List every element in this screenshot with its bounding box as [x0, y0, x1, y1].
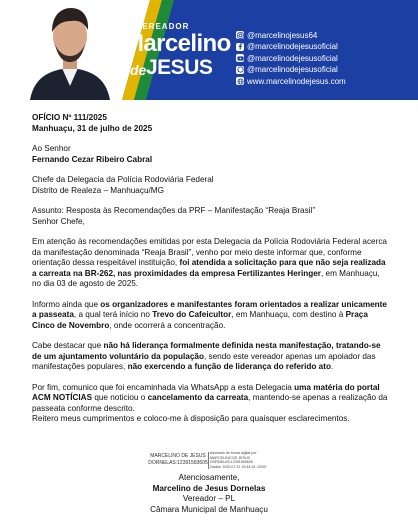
- p1-text-c: , em Manhuaçu, no dia 03 de agosto de 2025.: [32, 268, 380, 288]
- signature-divider: [208, 452, 209, 469]
- p2-text-c: , a qual terá início no: [73, 310, 153, 319]
- paragraph-3: [32, 341, 390, 373]
- signature-right-line1: Assinado de forma digital por: [210, 451, 257, 455]
- paragraph-1: [32, 237, 390, 290]
- brand-logo: [124, 18, 234, 88]
- p2-text-e: , em Manhuaçu, com destino à: [231, 310, 346, 319]
- social-links: [236, 30, 412, 88]
- social-youtube-text: @marcelinodejesusoficial: [247, 53, 338, 63]
- recipient-name: Fernando Cezar Ribeiro Cabral: [32, 154, 153, 164]
- signature-stamp-right: [210, 451, 272, 469]
- signature-stamp-left: [148, 453, 208, 467]
- brand-name-first: Marcelino: [124, 30, 231, 57]
- p2-text-g: , onde ocorrerá a concentração.: [109, 320, 226, 330]
- signature-right-line4: Dados: 2025.07.31 19:44:15 -03'00': [210, 464, 267, 469]
- recipient-dept-line1: Chefe da Delegacia da Polícia Rodoviária Federal: [32, 175, 214, 184]
- facebook-icon: [236, 43, 244, 51]
- closing-farewell: Atenciosamente,: [178, 473, 240, 482]
- p4-text-bold-2: cancelamento da carreata: [147, 393, 249, 402]
- letter-greeting: Senhor Chefe,: [32, 216, 85, 226]
- p1-text-bold: foi atendida a solicitação para que não seja realizada a carreata na BR-262, nas proximidades da empresa Fertilizantes Heringer: [32, 258, 386, 278]
- signer-role: Vereador – PL: [182, 494, 236, 503]
- letter-body: [32, 113, 390, 425]
- councilor-photo: [26, 0, 114, 100]
- signer-name: Marcelino de Jesus Dornelas: [152, 483, 266, 493]
- signature-right-line3: DORNELAS:12391583605: [210, 460, 253, 465]
- paragraph-2: [32, 300, 390, 332]
- youtube-icon: [236, 54, 244, 62]
- instagram-icon: [236, 31, 244, 39]
- social-whatsapp-text: @marcelinodejesusoficial: [247, 65, 338, 74]
- social-row-youtube[interactable]: [236, 53, 412, 63]
- recipient-dept-line2: Distrito de Realeza – Manhuaçu/MG: [32, 185, 164, 195]
- web-icon: [236, 77, 244, 85]
- social-row-web[interactable]: [236, 76, 412, 86]
- letterhead-banner: [0, 0, 418, 100]
- p4-text-a: Por fim, comunico que foi encaminhada via WhatsApp a esta Delegacia: [32, 382, 295, 392]
- social-row-instagram[interactable]: [236, 30, 412, 40]
- p3-text-a: Cabe destacar que: [32, 341, 104, 350]
- signer-organization: Câmara Municipal de Manhuaçu: [150, 504, 268, 514]
- social-facebook-text: @marcelinodejesusoficial: [247, 42, 338, 51]
- p2-text-bold-3: Praça Cinco de Novembro: [32, 310, 368, 330]
- social-row-facebook[interactable]: [236, 42, 412, 52]
- social-web-text: www.marcelinodejesus.com: [247, 76, 346, 86]
- digital-signature-stamp: [148, 451, 268, 471]
- letter-closing: [100, 473, 318, 515]
- whatsapp-icon: [236, 66, 244, 74]
- p3-text-bold-1: não há liderança formalmente definida nesta manifestação, tratando-se de um ajuntamento voluntário da população: [32, 341, 381, 361]
- brand-pre-title: VEREADOR: [136, 22, 190, 31]
- p2-text-a: Informo ainda que: [32, 299, 101, 309]
- p3-text-bold-2: não exercendo a função de liderança do referido ato: [127, 362, 331, 371]
- letter-subject: Assunto: Resposta às Recomendações da PRF – Manifestação “Reaja Brasil”: [32, 206, 316, 215]
- p2-text-bold-1: os organizadores e manifestantes foram orientados a realizar unicamente a passeata: [32, 299, 387, 319]
- signature-right-line2: MARCELINO DE JESUS: [210, 455, 250, 460]
- paragraph-4: [32, 383, 390, 415]
- p3-text-e: .: [330, 362, 334, 371]
- p4-text-e: , mantendo-se apenas a realização da passeata conforme descrito.: [32, 393, 388, 413]
- brand-name-last: JESUS: [146, 56, 213, 79]
- p4-text-c: que noticiou o: [92, 393, 148, 402]
- paragraph-5: Reitero meus cumprimentos e coloco-me à disposição para quaisquer esclarecimentos.: [32, 414, 350, 423]
- p2-text-bold-2: Trevo do Cafeicultor: [152, 310, 232, 319]
- p4-text-bold-1: uma matéria do portal ACM NOTÍCIAS: [32, 382, 380, 402]
- social-instagram-text: @marcelinojesus64: [247, 30, 318, 40]
- letter-salutation: Ao Senhor: [32, 144, 71, 153]
- brand-name-de: de: [130, 62, 147, 78]
- signature-left-line1: MARCELINO DE JESUS: [150, 453, 206, 459]
- letter-date: Manhuaçu, 31 de julho de 2025: [32, 123, 153, 133]
- letter-reference: OFÍCIO Nº 111/2025: [32, 113, 107, 122]
- social-row-whatsapp[interactable]: [236, 65, 412, 75]
- p3-text-c: , sendo este vereador apenas um apoiador das manifestações populares,: [32, 351, 376, 371]
- p1-text-a: Em atenção às recomendações emitidas por esta Delegacia da Polícia Rodoviária Federal acerca da manifestação denominada “Reaja Brasil”, venho por meio deste informar que, conforme orientação dessa respeitável instituição,: [32, 237, 387, 267]
- signature-left-line2: DORNELAS:12391583605: [148, 460, 208, 466]
